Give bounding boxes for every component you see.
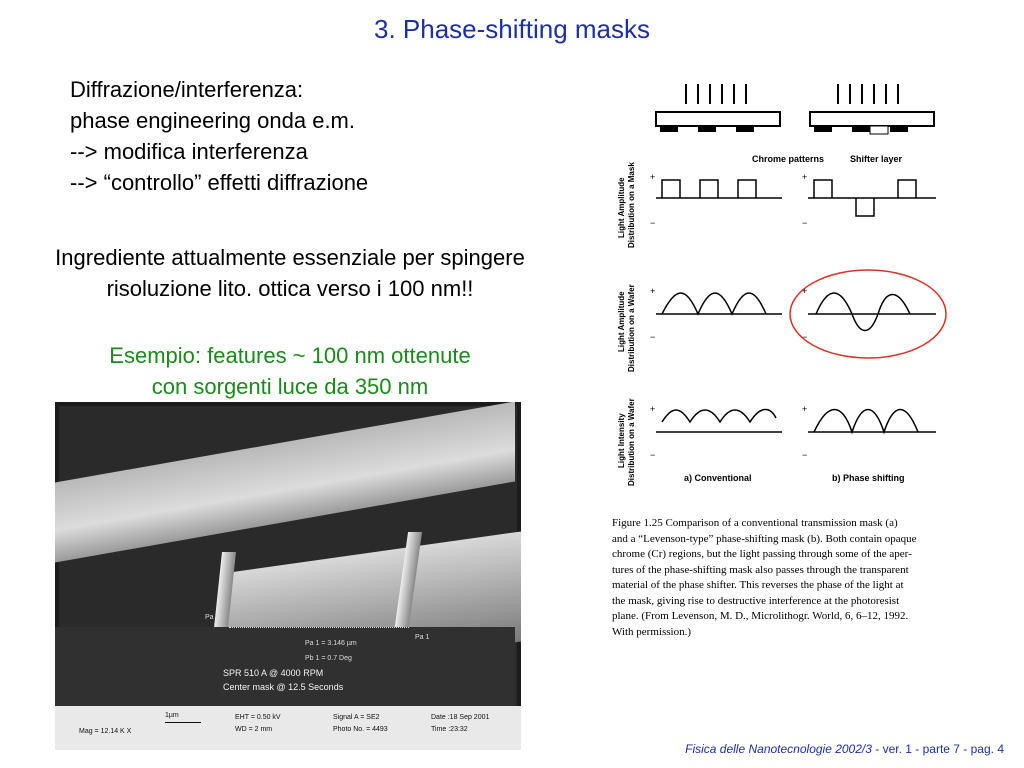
intro-line: --> “controllo” effetti diffrazione: [70, 170, 369, 195]
row1-label-b: Distribution on a Mask: [627, 162, 636, 248]
chrome-b: [890, 126, 908, 132]
plus-sign: +: [650, 286, 656, 296]
sem-caption-2: Center mask @ 12.5 Seconds: [223, 682, 344, 692]
row2-label-b: Distribution on a Wafer: [627, 284, 636, 372]
figure-caption: [612, 516, 968, 640]
phase-shift-figure: [606, 66, 986, 496]
caption-line: Figure 1.25 Comparison of a conventional transmission mask (a): [612, 517, 898, 529]
sem-photo: Photo No. = 4493: [333, 726, 388, 733]
example-line: Esempio: features ~ 100 nm ottenute: [109, 343, 471, 368]
sem-scale-bar: [165, 722, 201, 723]
plots: [656, 180, 936, 432]
intro-line: Diffrazione/interferenza:: [70, 77, 304, 102]
row2-label-a: Light Amplitude: [617, 291, 626, 352]
row3-label-a: Light Intensity: [617, 413, 626, 468]
sem-mag: Mag = 12.14 K X: [79, 728, 132, 735]
minus-sign: −: [650, 332, 656, 342]
mask-b: [810, 112, 934, 126]
sem-label-par: Pa R: [205, 614, 221, 621]
column-a-label: a) Conventional: [684, 473, 752, 483]
minus-sign: −: [802, 218, 808, 228]
plus-sign: +: [650, 404, 656, 414]
wafer-amplitude-b: [816, 293, 910, 331]
minus-sign: −: [650, 450, 656, 460]
sem-time: Time :23:32: [431, 726, 468, 733]
sem-eht: EHT = 0.50 kV: [235, 714, 281, 721]
label-chrome: Chrome patterns: [752, 154, 825, 164]
chrome-a: [736, 126, 754, 132]
plus-sign: +: [802, 286, 808, 296]
sem-measure-2: Pb 1 = 0.7 Deg: [305, 655, 352, 662]
sem-wd: WD = 2 mm: [235, 726, 273, 733]
wafer-intensity-b: [814, 410, 918, 433]
caption-line: plane. (From Levenson, M. D., Microlithogr. World, 6, 6–12, 1992.: [612, 610, 909, 622]
caption-line: With permission.): [612, 625, 691, 638]
footer-version: - ver. 1 - parte 7 - pag. 4: [871, 742, 1004, 756]
arrows-b: [838, 84, 898, 104]
sem-signal: Signal A = SE2: [333, 714, 380, 721]
plus-sign: +: [802, 172, 808, 182]
chrome-b: [852, 126, 870, 132]
caption-line: tures of the phase-shifting mask also passes through the transparent: [612, 563, 909, 576]
footer-course: Fisica delle Nanotecnologie 2002/3: [685, 742, 872, 756]
sem-micrograph: [55, 402, 521, 750]
sem-substrate: [55, 627, 515, 707]
caption-line: chrome (Cr) regions, but the light passing through some of the aper-: [612, 548, 912, 560]
slide-title: 3. Phase-shifting masks: [373, 14, 650, 44]
caption-line: and a “Levenson-type” phase-shifting mask (b). Both contain opaque: [612, 532, 917, 545]
paragraph-line: Ingrediente attualmente essenziale per spingere: [55, 245, 525, 270]
footer: [685, 742, 1004, 756]
mask-amplitude-a: [662, 180, 756, 198]
minus-sign: −: [650, 218, 656, 228]
sem-caption-1: SPR 510 A @ 4000 RPM: [223, 668, 324, 678]
wafer-amplitude-a: [662, 293, 766, 314]
plus-sign: +: [802, 404, 808, 414]
arrows-a: [686, 84, 746, 104]
example-text: [30, 340, 550, 402]
chrome-a: [660, 126, 678, 132]
paragraph-line: risoluzione lito. ottica verso i 100 nm!!: [106, 276, 474, 301]
minus-sign: −: [802, 450, 808, 460]
wafer-intensity-a: [662, 409, 776, 422]
chrome-b: [814, 126, 832, 132]
label-shifter: Shifter layer: [850, 154, 903, 164]
example-line: con sorgenti luce da 350 nm: [151, 374, 429, 399]
sem-label-pa1: Pa 1: [415, 634, 430, 641]
shifter: [870, 126, 888, 134]
plus-sign: +: [650, 172, 656, 182]
mask-a: [656, 112, 780, 126]
intro-line: phase engineering onda e.m.: [70, 108, 355, 133]
main-paragraph: [10, 242, 570, 304]
row1-label-a: Light Amplitude: [617, 177, 626, 238]
intro-line: --> modifica interferenza: [70, 139, 308, 164]
caption-line: the mask, giving rise to destructive interference at the photoresist: [612, 594, 900, 607]
caption-line: material of the phase shifter. This reverses the phase of the light at: [612, 579, 904, 591]
row3-label-b: Distribution on a Wafer: [627, 398, 636, 486]
chrome-a: [698, 126, 716, 132]
row-labels: [617, 162, 636, 486]
sem-date: Date :18 Sep 2001: [431, 714, 490, 721]
sem-measure-line: [229, 627, 409, 628]
intro-text: [70, 74, 368, 198]
sem-info-bar: [55, 706, 521, 750]
sem-measure-1: Pa 1 = 3.146 µm: [305, 640, 357, 647]
axis-signs: [650, 172, 807, 460]
column-b-label: b) Phase shifting: [832, 473, 905, 483]
minus-sign: −: [802, 332, 808, 342]
sem-scale: 1µm: [165, 712, 179, 719]
